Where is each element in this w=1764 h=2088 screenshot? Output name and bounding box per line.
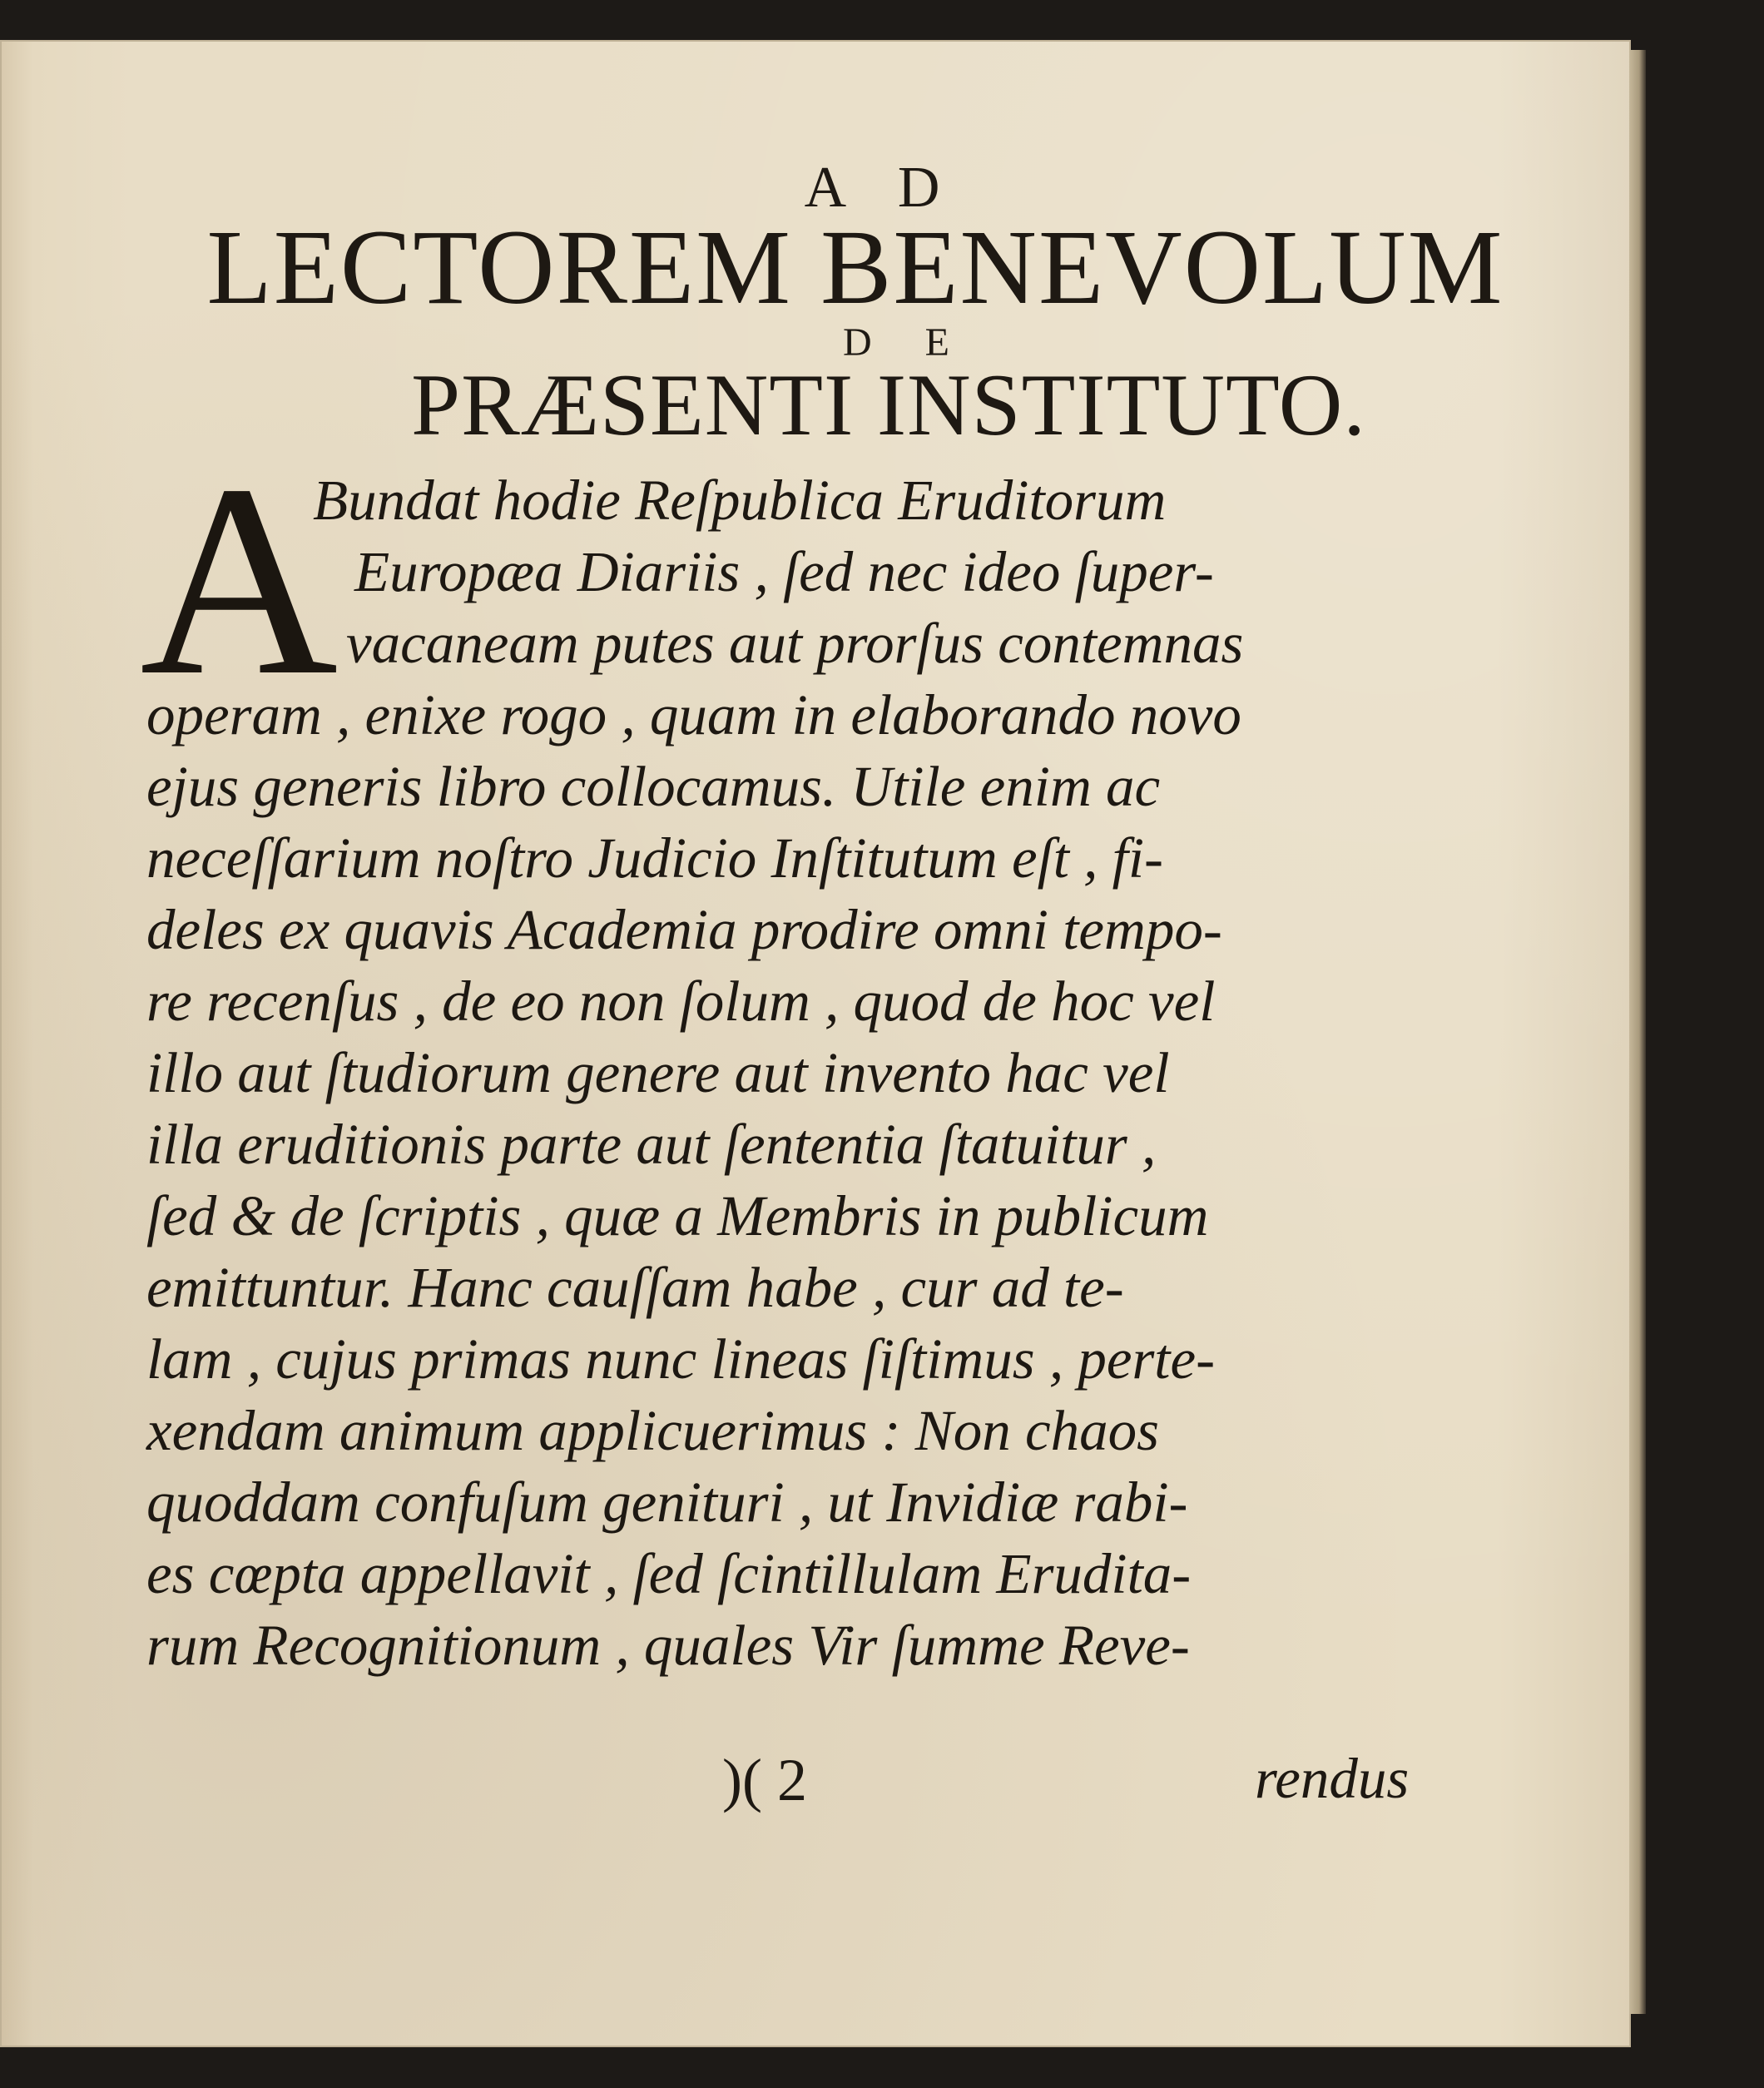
catchword: rendus [1255,1747,1410,1810]
heading-ad: A D [804,156,960,220]
signature-mark: )( 2 [722,1747,807,1813]
text-line: emittuntur. Hanc cauſſam habe , cur ad te- [146,1256,1124,1319]
text-line: Bundat hodie Reſpublica Eruditorum [313,469,1167,532]
heading-de: D E [843,320,971,365]
heading-praesenti-instituto: PRÆSENTI INSTITUTO. [411,356,1366,454]
drop-cap-initial: A [140,429,339,732]
page-edge [1629,50,1646,2014]
text-line: rum Recognitionum , quales Vir ſumme Reve- [146,1614,1190,1677]
text-line: lam , cujus primas nunc lineas ſiſtimus , perte- [146,1327,1216,1391]
text-line: neceſſarium noſtro Judicio Inſtitutum eſt , fi- [146,826,1163,890]
text-line: illa eruditionis parte aut ſententia ſtatuitur , [146,1113,1157,1176]
text-line: ejus generis libro collocamus. Utile enim ac [146,755,1161,818]
heading-lectorem-benevolum: LECTOREM BENEVOLUM [206,208,1504,326]
text-line: quoddam confuſum genituri , ut Invidiæ rabi- [146,1471,1188,1534]
text-line: re recenſus , de eo non ſolum , quod de hoc vel [146,970,1216,1033]
text-line: ſed & de ſcriptis , quæ a Membris in publicum [146,1184,1209,1247]
text-line: illo aut ſtudiorum genere aut invento hac vel [146,1041,1170,1104]
text-line: Europæa Diariis , ſed nec ideo ſuper- [354,540,1214,603]
text-line: xendam animum applicuerimus : Non chaos [146,1399,1159,1462]
text-line: operam , enixe rogo , quam in elaborando novo [146,683,1241,746]
text-line: es cœpta appellavit , ſed ſcintillulam Erudita- [146,1542,1192,1605]
text-line: deles ex quavis Academia prodire omni tempo- [146,898,1222,961]
book-page [0,40,1631,2047]
text-line: vacaneam putes aut prorſus contemnas [346,612,1244,675]
